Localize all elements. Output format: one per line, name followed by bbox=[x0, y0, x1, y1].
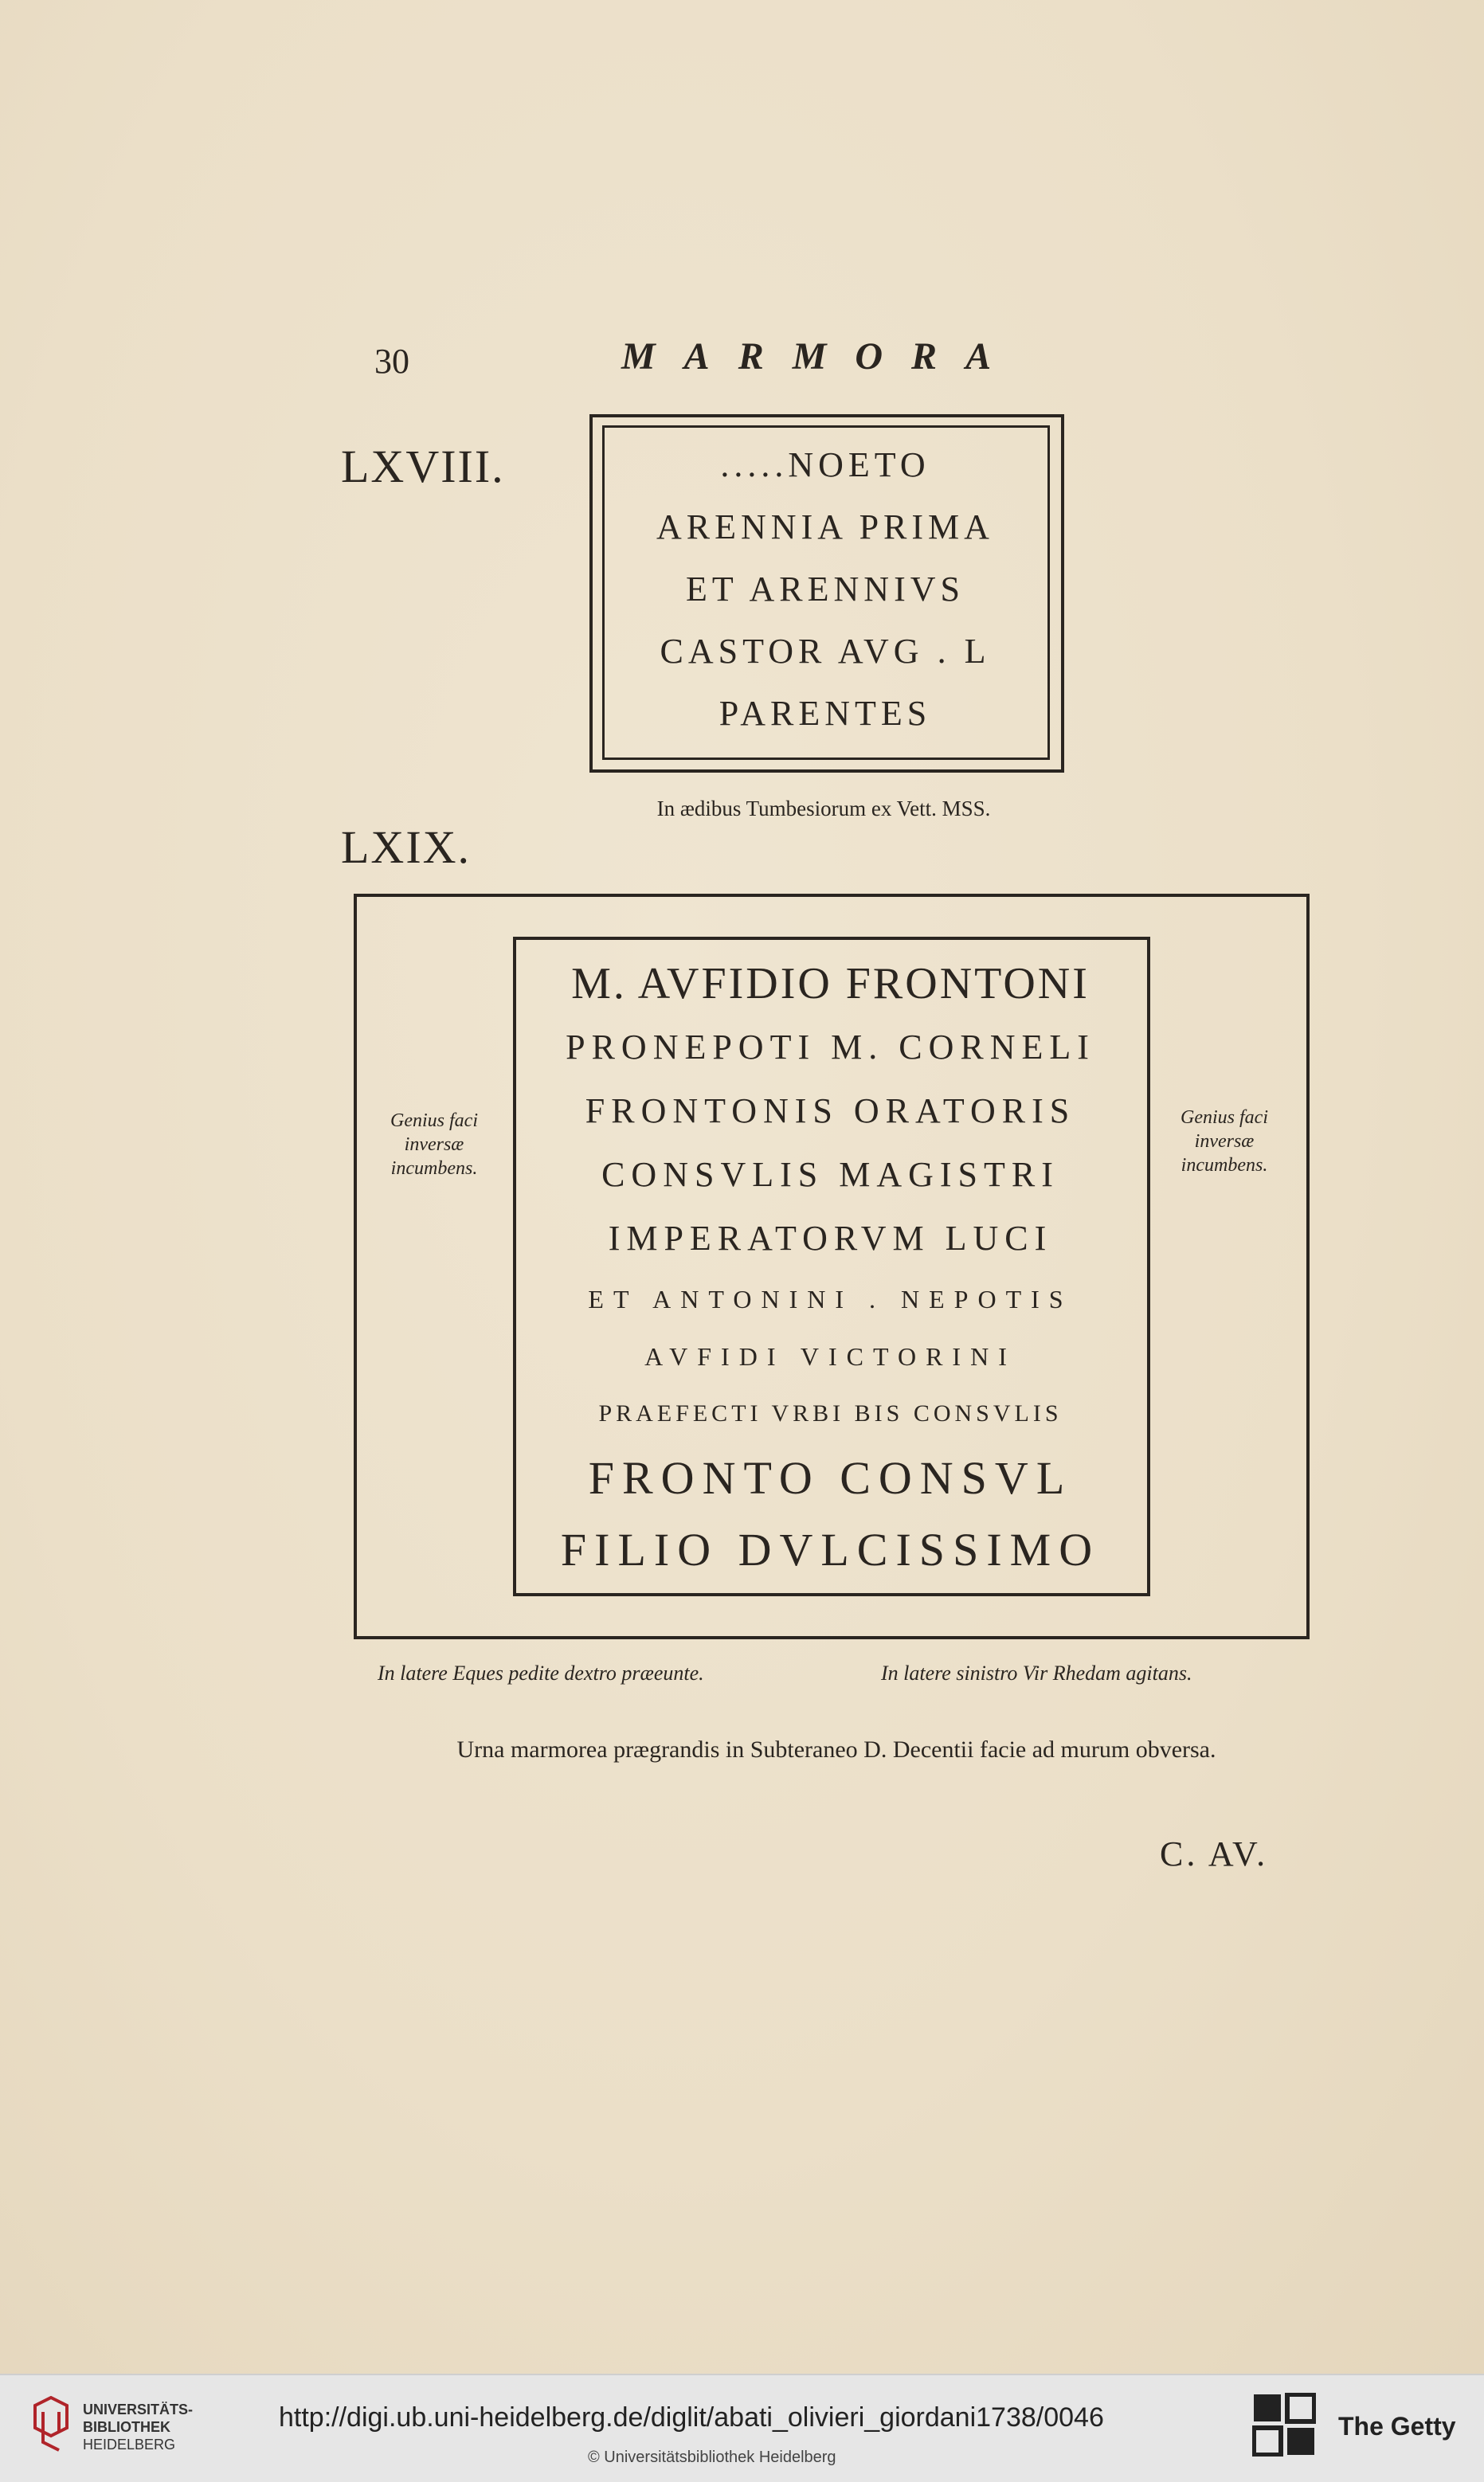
inscription-line: M. AVFIDIO FRONTONI bbox=[571, 959, 1090, 1008]
page-number: 30 bbox=[374, 342, 409, 381]
caption-right-side: In latere sinistro Vir Rhedam agitans. bbox=[881, 1662, 1192, 1685]
inscription-68-text bbox=[605, 434, 1045, 745]
inscription-69-text bbox=[526, 952, 1135, 1586]
inscription-line: PRONEPOTI M. CORNELI bbox=[566, 1028, 1095, 1067]
side-note-right: Genius faci inversæ incumbens. bbox=[1181, 1107, 1268, 1176]
inscription-line: ARENNIA PRIMA bbox=[656, 507, 994, 546]
inscription-line: .....NOETO bbox=[720, 445, 930, 484]
inscription-line: AVFIDI VICTORINI bbox=[644, 1342, 1016, 1371]
viewer-footer bbox=[0, 2374, 1484, 2482]
university-library-logo-icon bbox=[32, 2396, 70, 2457]
running-head: MARMORA bbox=[621, 335, 1020, 378]
inscription-number-68: LXVIII. bbox=[341, 440, 505, 492]
inscription-line: FRONTO CONSVL bbox=[588, 1452, 1073, 1504]
inscription-68-caption: In ædibus Tumbesiorum ex Vett. MSS. bbox=[656, 797, 991, 820]
inscription-line: ET ARENNIVS bbox=[686, 570, 965, 609]
inscription-line: FRONTONIS ORATORIS bbox=[585, 1091, 1076, 1130]
inscription-line: PARENTES bbox=[719, 694, 932, 733]
getty-name: The Getty bbox=[1338, 2412, 1456, 2441]
inscription-line: CASTOR AVG . L bbox=[660, 632, 991, 671]
inscription-line: PRAEFECTI VRBI BIS CONSVLIS bbox=[598, 1400, 1063, 1427]
inscription-number-69: LXIX. bbox=[341, 821, 472, 873]
copyright-notice: © Universitätsbibliothek Heidelberg bbox=[588, 2449, 836, 2466]
inscription-line: IMPERATORVM LUCI bbox=[608, 1219, 1053, 1258]
university-library-name: UNIVERSITÄTS- BIBLIOTHEK HEIDELBERG bbox=[83, 2402, 194, 2453]
inscription-line: FILIO DVLCISSIMO bbox=[560, 1524, 1101, 1576]
caption-left-side: In latere Eques pedite dextro præeunte. bbox=[378, 1662, 704, 1685]
inscription-69-caption: Urna marmorea prægrandis in Subteraneo D. Decentii facie ad murum obversa. bbox=[456, 1736, 1216, 1763]
permalink-url[interactable]: http://digi.ub.uni-heidelberg.de/diglit/abati_olivieri_giordani1738/0046 bbox=[279, 2402, 1104, 2433]
inscription-line: ET ANTONINI . NEPOTIS bbox=[588, 1285, 1073, 1313]
catchword: C. AV. bbox=[1160, 1834, 1269, 1873]
getty-logo-icon bbox=[1252, 2393, 1316, 2457]
side-note-left: Genius faci inversæ incumbens. bbox=[390, 1110, 478, 1179]
inscription-line: CONSVLIS MAGISTRI bbox=[601, 1155, 1059, 1194]
